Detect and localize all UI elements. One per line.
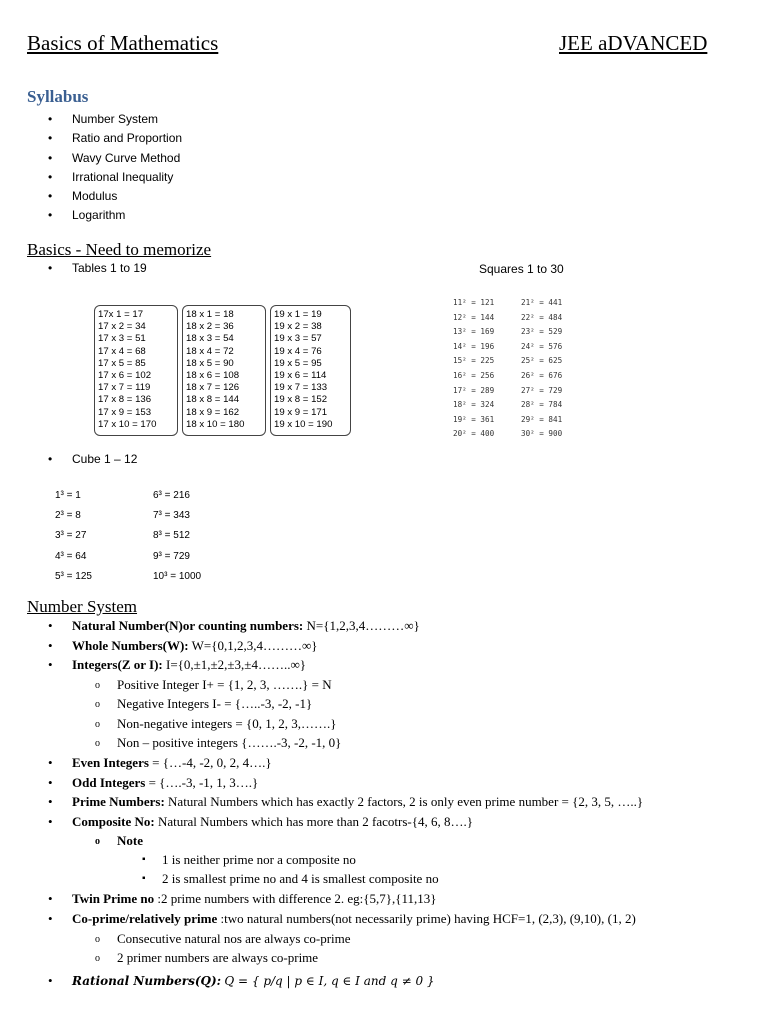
positive-integers-item: o Positive Integer I+ = {1, 2, 3, …….} = N [117,676,332,694]
square-entry: 12² = 144 [453,312,495,322]
square-entry: 26² = 676 [521,370,563,380]
list-item: • Ratio and Proportion [27,129,427,148]
square-entry: 22² = 484 [521,312,563,322]
table-line: 17 x 3 = 51 [98,333,146,345]
square-entry: 19² = 361 [453,414,495,424]
list-item: • Irrational Inequality [27,168,427,187]
table-line: 17x 1 = 17 [98,309,144,320]
cube-entry: 6³ = 216 [153,490,190,501]
table-line: 19 x 9 = 171 [274,406,328,418]
cube-label: • Cube 1 – 12 [27,452,327,466]
table-line: 17 x 9 = 153 [98,406,152,418]
cube-entry: 3³ = 27 [55,530,87,542]
definition: Q = { p/q | p ∈ I, q ∈ I and q ≠ 0 } [224,974,435,988]
cube-entry: 5³ = 125 [55,570,92,582]
list-item: • Logarithm [27,206,427,225]
cube-entry: 10³ = 1000 [153,570,202,582]
square-entry: 13² = 169 [453,327,495,337]
negative-integers-item: o Negative Integers I- = {…..-3, -2, -1} [117,695,312,713]
list-item: • Modulus [27,187,427,206]
table-line: 19 x 4 = 76 [274,345,322,357]
tables-label: • Tables 1 to 19 [27,261,327,275]
term: Prime Numbers: [72,794,165,809]
note-item: ▪ 1 is neither prime nor a composite no [162,851,356,869]
square-entry: 20² = 400 [453,429,495,439]
table-line: 18 x 1 = 18 [186,309,234,320]
table-line: 19 x 3 = 57 [274,333,322,345]
term: Odd Integers [72,775,146,790]
square-entry: 16² = 256 [453,370,495,380]
table-line: 19 x 6 = 114 [274,370,327,382]
co-prime-item [72,910,636,928]
table-line: 17 x 10 = 170 [98,418,157,430]
number-system-heading: Number System [27,597,138,616]
square-entry: 11² = 121 [453,298,495,307]
definition: :2 prime numbers with difference 2. eg:{5,7},{11,13} [157,891,437,906]
table-line: 17 x 5 = 85 [98,357,146,369]
table-line: 17 x 8 = 136 [98,394,152,406]
term: Twin Prime no [72,891,155,906]
square-entry: 24² = 576 [521,341,563,351]
cube-entry: 1³ = 1 [55,490,81,501]
definition: Natural Numbers which has exactly 2 factors, 2 is only even prime number = {2, 3, 5, …..} [168,794,644,809]
square-entry: 28² = 784 [521,400,563,410]
square-entry: 25² = 625 [521,356,563,366]
document-title: Basics of Mathematics [27,31,219,55]
term: Even Integers [72,755,149,770]
squares-label: Squares 1 to 30 [479,262,564,276]
square-entry: 17² = 289 [453,385,495,395]
square-entry: 18² = 324 [453,400,495,410]
table-line: 19 x 8 = 152 [274,394,328,406]
exam-title: JEE aDVANCED [559,31,708,55]
list-item: • Wavy Curve Method [27,149,427,168]
table-line: 18 x 5 = 90 [186,357,234,369]
table-line: 17 x 2 = 34 [98,321,146,333]
table-line: 18 x 3 = 54 [186,333,234,345]
table-line: 19 x 2 = 38 [274,321,322,333]
list-item: • Number System [27,110,427,129]
square-entry: 27² = 729 [521,385,563,395]
table-line: 17 x 6 = 102 [98,370,152,382]
table-line: 18 x 7 = 126 [186,382,240,394]
term: Composite No: [72,814,155,829]
table-line: 18 x 10 = 180 [186,418,245,430]
table-line: 19 x 5 = 95 [274,357,322,369]
table-line: 19 x 7 = 133 [274,382,328,394]
definition: I={0,±1,±2,±3,±4……..∞} [166,657,306,672]
cube-entry: 7³ = 343 [153,510,190,522]
twin-prime-item [72,890,436,908]
non-negative-integers-item: o Non-negative integers = {0, 1, 2, 3,…….} [117,715,336,733]
table-line: 18 x 8 = 144 [186,394,240,406]
term: Rational Numbers(Q): [72,974,222,988]
rational-numbers-item [72,972,435,990]
square-entry: 29² = 841 [521,414,563,424]
term: Co-prime/relatively prime [72,911,218,926]
definition: :two natural numbers(not necessarily prime) having HCF=1, (2,3), (9,10), (1, 2) [220,911,636,926]
cube-entry: 9³ = 729 [153,550,190,562]
cube-entry: 4³ = 64 [55,550,87,562]
basics-heading: Basics - Need to memorize [27,240,212,259]
co-prime-sub-item: o 2 primer numbers are always co-prime [117,949,318,967]
non-positive-integers-item: o Non – positive integers {…….-3, -2, -1, 0} [117,734,341,752]
table-line: 19 x 1 = 19 [274,309,322,320]
composite-numbers-item [72,813,473,831]
table-line: 18 x 2 = 36 [186,321,234,333]
integers-item [72,656,306,674]
definition: N={1,2,3,4………∞} [306,618,420,633]
term: Natural Number(N)or counting numbers: [72,618,304,633]
syllabus-heading: Syllabus [27,87,89,106]
even-integers-item [72,754,272,772]
cube-entry: 8³ = 512 [153,530,190,542]
whole-numbers-item [72,637,318,655]
table-line: 17 x 7 = 119 [98,382,151,394]
definition: Natural Numbers which has more than 2 facotrs-{4, 6, 8….} [157,814,473,829]
square-entry: 30² = 900 [521,429,563,439]
square-entry: 23² = 529 [521,327,563,337]
square-entry: 15² = 225 [453,356,495,366]
term: Integers(Z or I): [72,657,163,672]
table-line: 17 x 4 = 68 [98,345,146,357]
definition: = {….-3, -1, 1, 3….} [148,775,259,790]
table-line: 18 x 6 = 108 [186,370,240,382]
definition: = {…-4, -2, 0, 2, 4….} [152,755,272,770]
cube-entry: 2³ = 8 [55,510,81,522]
note-label: o Note [117,832,143,850]
note-item: ▪ 2 is smallest prime no and 4 is smallest composite no [162,870,439,888]
table-line: 18 x 4 = 72 [186,345,234,357]
table-line: 19 x 10 = 190 [274,418,333,430]
natural-numbers-item [72,617,420,635]
definition: W={0,1,2,3,4………∞} [191,638,318,653]
term: Whole Numbers(W): [72,638,189,653]
co-prime-sub-item: o Consecutive natural nos are always co-prime [117,930,351,948]
square-entry: 14² = 196 [453,341,495,351]
square-entry: 21² = 441 [521,298,563,307]
odd-integers-item [72,774,258,792]
prime-numbers-item [72,793,643,811]
table-line: 18 x 9 = 162 [186,406,240,418]
